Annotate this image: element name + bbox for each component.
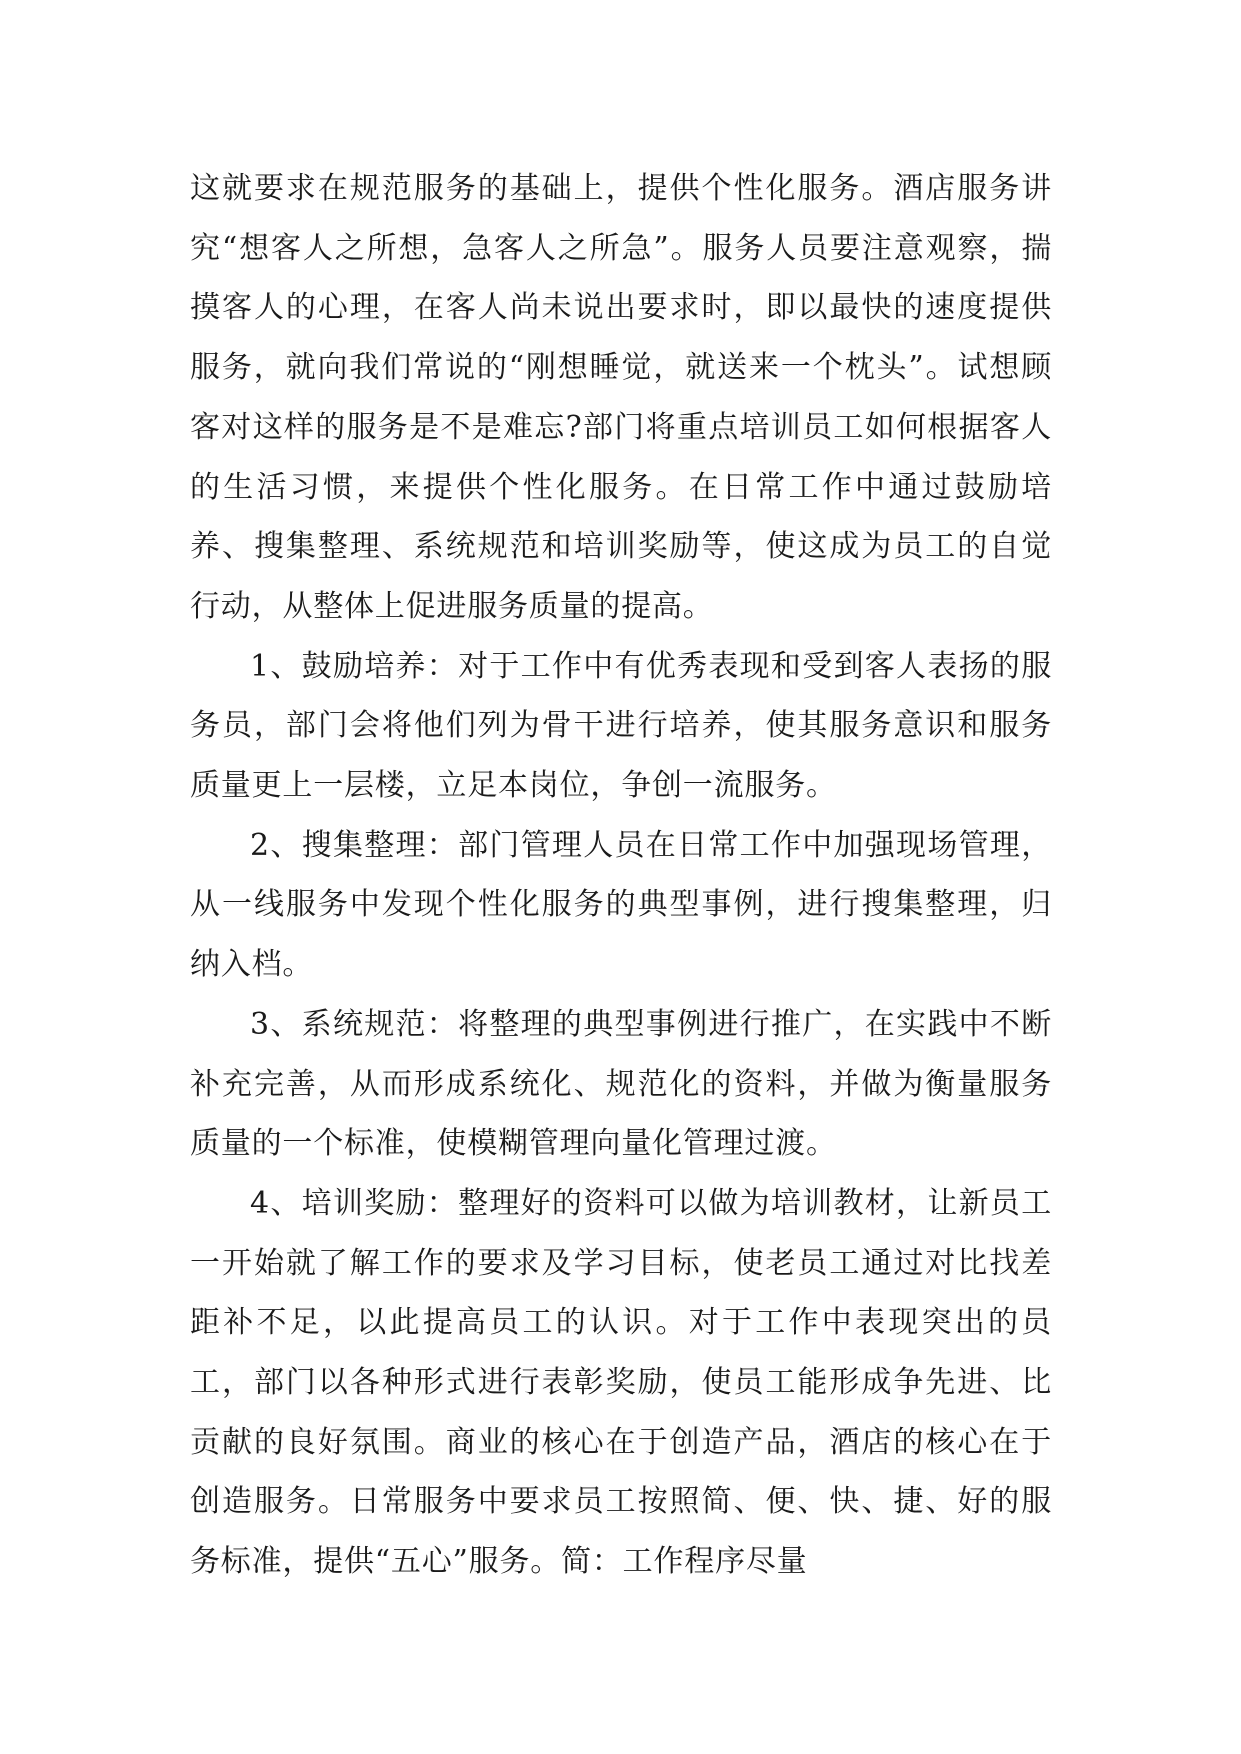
paragraph-continuation: 这就要求在规范服务的基础上，提供个性化服务。酒店服务讲究“想客人之所想，急客人之所急”。服务人员要注意观察，揣摸客人的心理，在客人尚未说出要求时，即以最快的速度提供服务，就向我们常说的“刚想睡觉，就送来一个枕头”。试想顾客对这样的服务是不是难忘?部门将重点培训员工如何根据客人的生活习惯，来提供个性化服务。在日常工作中通过鼓励培养、搜集整理、系统规范和培训奖励等，使这成为员工的自觉行动，从整体上促进服务质量的提高。 [190,171,1052,624]
paragraph-item-2: 2、搜集整理：部门管理人员在日常工作中加强现场管理，从一线服务中发现个性化服务的典型事例，进行搜集整理，归纳入档。 [190,827,1052,983]
paragraph-item-3: 3、系统规范：将整理的典型事例进行推广，在实践中不断补充完善，从而形成系统化、规范化的资料，并做为衡量服务质量的一个标准，使模糊管理向量化管理过渡。 [190,1006,1052,1162]
paragraph-item-4: 4、培训奖励：整理好的资料可以做为培训教材，让新员工一开始就了解工作的要求及学习目标，使老员工通过对比找差距补不足，以此提高员工的认识。对于工作中表现突出的员工，部门以各种形式进行表彰奖励，使员工能形成争先进、比贡献的良好氛围。商业的核心在于创造产品，酒店的核心在于创造服务。日常服务中要求员工按照简、便、快、捷、好的服务标准，提供“五心”服务。简：工作程序尽量 [190,1185,1052,1580]
paragraph-item-1: 1、鼓励培养：对于工作中有优秀表现和受到客人表扬的服务员，部门会将他们列为骨干进行培养，使其服务意识和服务质量更上一层楼，立足本岗位，争创一流服务。 [190,648,1052,804]
document-body [190,159,1052,1592]
